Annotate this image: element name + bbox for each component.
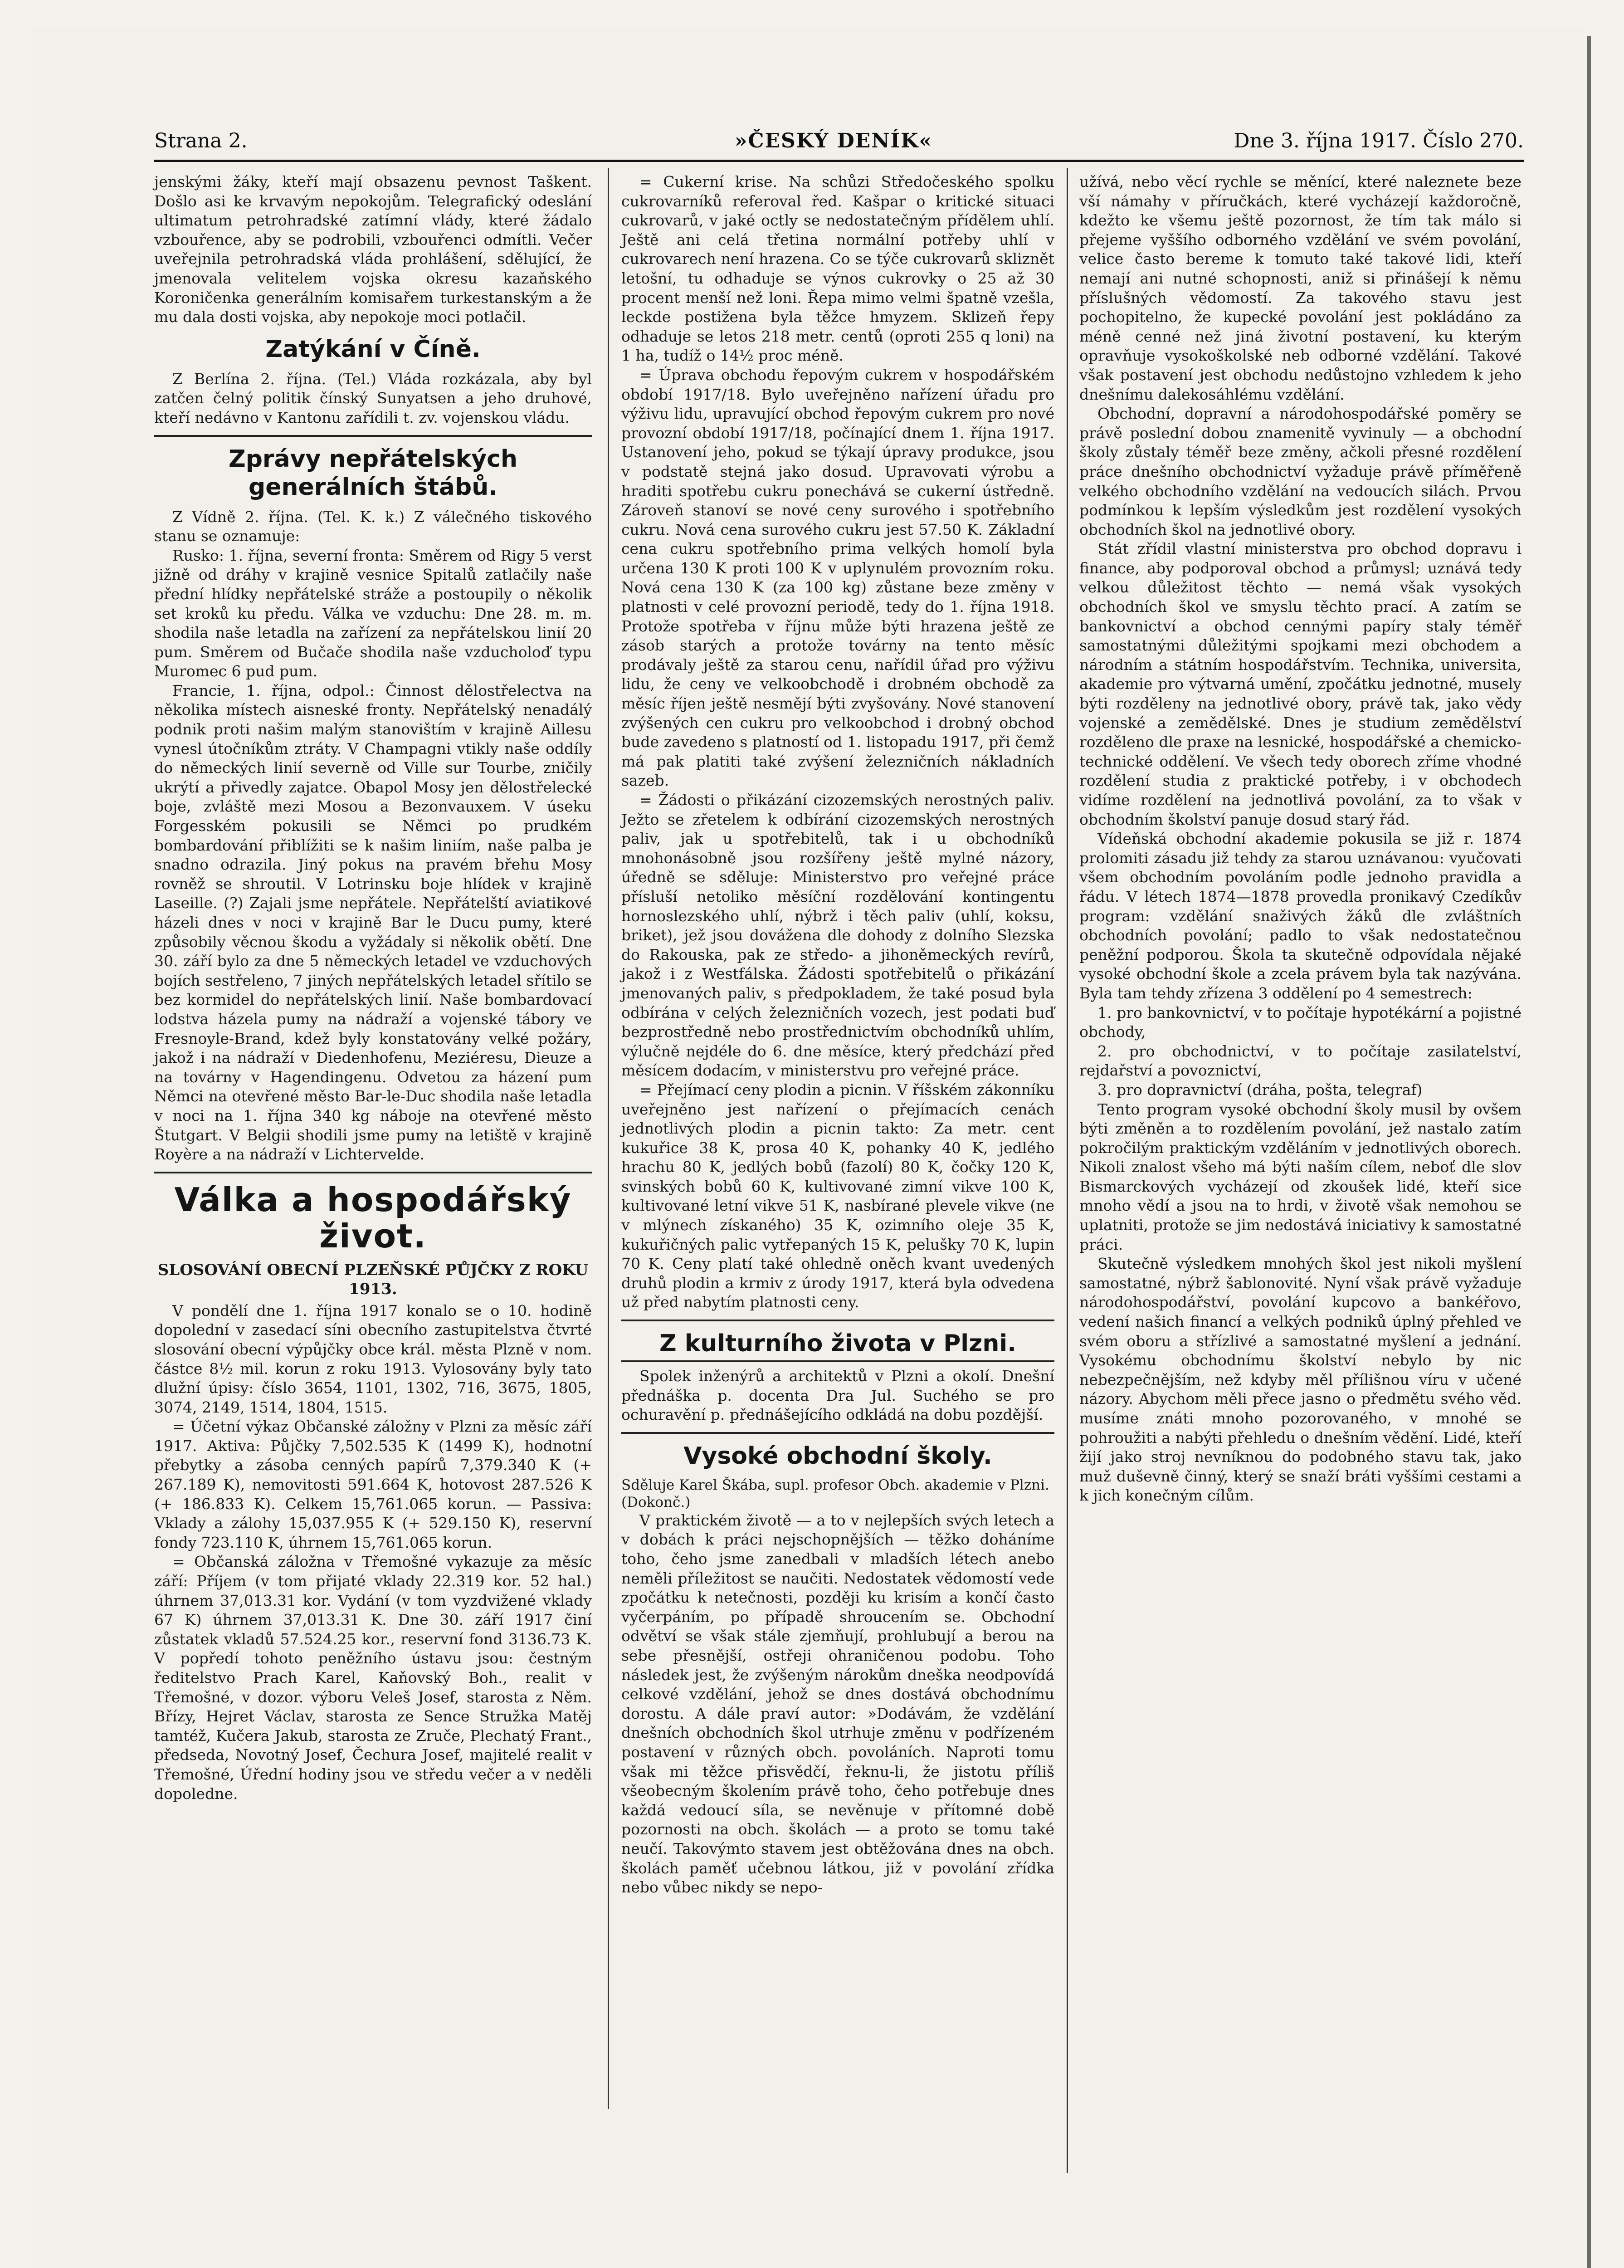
article-paragraph: užívá, nebo věcí rychle se měnící, které naleznete beze vší námahy v příručkách, které vycházejí každoročně, kdežto ke všemu ještě pozornost, že tím tak málo si přejeme vyššího odborného vzdělání ve svém povolání, velice často bereme k tomuto také takové lidi, kteří nemají ani nutné schopnosti, aniž si přinášejí k němu příslušných vědomostí. Za takového stavu jest pochopitelno, že kupecké povolání jest pokládáno za méně cenné než jiná životní postavení, ku kterým opravňuje vysokoškolské neb odborné vzdělání. Takové však postavení jest obchodu nedůstojno vzhledem k jeho dnešnímu dalekosáhlému vzdělání.	[1079, 173, 1522, 403]
article-paragraph: jenskými žáky, kteří mají obsazenu pevnost Taškent. Došlo asi ke krvavým nepokojům. Telegrafický odeslání ultimatum petrohradské zatímní vlády, které žádalo vzbouřence, aby se podrobili, vzbouřenci odmítli. Večer uveřejnila petrohradská vláda prohlášení, sdělující, že jmenovala velitelem vojska okresu kazaňského Koroničenka generálním komisařem turkestanským a že mu dala dosti vojska, aby nepokoje moci potlačil.	[154, 173, 592, 326]
column-3	[1079, 172, 1522, 1505]
article-paragraph: Vídeňská obchodní akademie pokusila se již r. 1874 prolomiti zásadu již tehdy za starou uznávanou: vyučovati všem obchodním povoláním podle jednoho pravidla a řádu. V létech 1874—1878 provedla pronikavý Czedíkův program: vzdělání snaživých žáků dle zvláštních obchodních povolání; padlo to však nedostatečnou peněžní podporou. Škola ta skutečně odpovídala nějaké vysoké obchodní škole a zcela právem byla tak nazývána. Byla tam tehdy zřízena 3 oddělení po 4 semestrech:	[1079, 830, 1522, 1002]
article-paragraph: = Úprava obchodu řepovým cukrem v hospodářském období 1917/18. Bylo uveřejněno nařízení úřadu pro výživu lidu, upravující obchod řepovým cukrem pro nové provozní období 1917/18, počínající dnem 1. října 1917. Ustanovení jeho, pokud se týkají úpravy produkce, jsou v podstatě stejná jako dosud. Upravovati výrobu a hraditi spotřebu cukru ponechává se cukerní ústředně. Zároveň stanoví se nové ceny surového i spotřebního cukru. Nová cena surového cukru jest 57.50 K. Základní cena cukru spotřebního prima velkých homolí byla určena 130 K proti 100 K v uplynulém provozním roku. Nová cena 130 K (za 100 kg) zůstane beze změny v platnosti v celé provozní periodě, tedy do 1. října 1918. Protože spotřeba v říjnu může býti hrazena ještě ze zásob starých a protože továrny na tento měsíc prodávaly ještě za starou cenu, nařídil úřad pro výživu lidu, že ceny ve velkoobchodě i drobném obchodě za měsíc říjen ještě nesmějí býti zvyšovány. Nové stanovení zvýšených cen cukru pro velkoobchod i drobný obchod bude zavedeno s platností od 1. listopadu 1917, při čemž má pak platiti také zvýšení železničních nákladních sazeb.	[621, 366, 1054, 790]
date-issue: Dne 3. října 1917. Číslo 270.	[1234, 129, 1524, 152]
page-number: Strana 2.	[154, 129, 248, 152]
article-paragraph: Skutečně výsledkem mnohých škol jest nikoli myšlení samostatné, nýbrž šablonovité. Nyní však právě vyžaduje národohospodářství, povolání kupcovo a bankéřovo, vedení našich financí a velkých podniků úplný přehled ve svém oboru a střízlivé a samostatné myšlení a jednání. Vysokému obchodnímu školství nebylo by nic nebezpečnějším, než kdyby měl přílišnou víru v učené názory. Abychom měli přece jasno o předmětu svého věd. musíme znáti mnoho pozorovaného, v mnohé se pohroužiti a nabýti přehledu o dnešním vědění. Lidé, kteří žijí jako stroj nevníknou do podobného stavu tak, jako muž duševně činný, který se snaží bráti vyššími cestami a k jich konečným cílům.	[1079, 1255, 1522, 1505]
newspaper-page	[32, 27, 1583, 2268]
scan-right-edge	[1587, 36, 1591, 2268]
article-paragraph: Tento program vysoké obchodní školy musil by ovšem býti změněn a to rozdělením povolání, jež nastalo zatím pokročilým praktickým vzděláním v jednotlivých oborech. Nikoli znalost všeho má býti naším cílem, neboť dle slov Bismarckových vycházejí od zkoušek lidé, kteří sice mnoho vědí a jsou na to hrdi, v životě však nemohou se uplatniti, protože se jim nedostává iniciativy k samostatné práci.	[1079, 1100, 1522, 1253]
article-paragraph: Spolek inženýrů a architektů v Plzni a okolí. Dnešní přednáška p. docenta Dra Jul. Suchého se pro ochuravění p. přednášejícího odkládá na dobu pozdější.	[621, 1367, 1054, 1424]
list-item: 3. pro dopravnictví (dráha, pošta, telegraf)	[1097, 1080, 1423, 1099]
article-paragraph: V pondělí dne 1. října 1917 konalo se o 10. hodině dopolední v zasedací síni obecního zastupitelstva čtvrté slosování obecní výpůjčky obce král. města Plzně v nom. částce 8½ mil. korun z roku 1913. Vylosovány byly tato dlužní úpisy: číslo 3654, 1101, 1302, 716, 3675, 1805, 3074, 2149, 1514, 1804, 1515.	[154, 1301, 592, 1416]
article-paragraph: = Cukerní krise. Na schůzi Středočeského spolku cukrovarníků referoval řed. Kašpar o kritické situaci cukrovarů, v jaké octly se nedostatečným přídělem uhlí. Ještě ani celá třetina normální potřeby uhlí v cukrovarech není hrazena. Co se týče cukrovarů skliznět letošní, tu odhaduje se výnos cukrovky o 25 až 30 procent menší než loni. Řepa mimo velmi špatně vzešla, leckde postižena byla těžce hmyzem. Sklizeň řepy odhaduje se letos 218 metr. centů (oproti 255 q loni) na 1 ha, tudíž o 14½ proc méně.	[621, 173, 1054, 365]
masthead-title: »ČESKÝ DENÍK«	[735, 129, 932, 152]
subheadline-slosovani: SLOSOVÁNÍ OBECNÍ PLZEŇSKÉ PŮJČKY Z ROKU 1913.	[157, 1261, 589, 1298]
article-paragraph: = Přejímací ceny plodin a picnin. V říšském zákonníku uveřejněno jest nařízení o přejímacích cenách jednotlivých plodin a picnin takto: Za metr. cent kukuřice 38 K, prosa 40 K, pohanky 40 K, jedlého hrachu 80 K, jedlých bobů (fazolí) 80 K, čočky 120 K, svinských bobů 60 K, kultivované zimní vikve 100 K, kultivované letní vikve 51 K, nasbírané plevele vikve (ne v mlýnech získaného) 35 K, ozimního oleje 35 K, kukuřičných palic vytřepaných 15 K, pelušky 70 K, lupin 70 K. Ceny platí také ohledně oněch kvant uvedených druhů plodin a krmiv z úrody 1917, která byla odvedena už před nabytím platnosti ceny.	[621, 1080, 1054, 1311]
headline-vysoke: Vysoké obchodní školy.	[683, 1442, 992, 1470]
headline-zpravy: Zprávy nepřátelských generálních štábů.	[228, 445, 518, 501]
article-paragraph: Rusko: 1. října, severní fronta: Směrem od Rigy 5 verst jižně od dráhy v krajině vesnice Spitalů zatlačily naše přední hlídky nepřátelské stráže a postoupily o několik set kroků ku předu. Válka ve vzduchu: Dne 28. m. m. shodila naše letadla na zařízení za nepřátelskou linií 20 pum. Směrem od Bučače shodila naše vzducholoď typu Muromec 6 pud pum.	[154, 546, 592, 680]
column-divider-2	[1067, 168, 1068, 2173]
byline: Sděluje Karel Škába, supl. profesor Obch. akademie v Plzni. (Dokonč.)	[621, 1476, 1049, 1510]
section-rule	[621, 1432, 1054, 1434]
column-2	[621, 172, 1054, 1897]
article-paragraph: Stát zřídil vlastní ministerstva pro obchod dopravu i finance, aby podporoval obchod a průmysl; uznává tedy velkou důležitost těchto — nemá však vysokých obchodních škol ve smyslu těchto prací. A zatím se bankovnictví a obchod cennými papíry staly téměř samostatnými důležitými spojkami mezi obchodem a národním a státním hospodářstvím. Technika, universita, akademie pro výtvarná umění, zpočátku jednotné, musely býti rozděleny na jednotlivé obory, právě tak, jako vědy vojenské a zemědělské. Dnes je studium zemědělství rozděleno dle praxe na lesnické, hospodářské a chemicko-technické oddělení. Ve všech tedy oborech zříme vhodné rozdělení studia z praktické potřeby, i v obchodech vidíme rozdělení na jednotlivá povolání, za to však v obchodním školství panuje dosud starý řád.	[1079, 540, 1522, 828]
column-1	[154, 172, 592, 1804]
headline-zatykani: Zatýkání v Číně.	[265, 335, 481, 363]
article-paragraph: = Občanská záložna v Třemošné vykazuje za měsíc září: Příjem (v tom přijaté vklady 22.319 kor. 52 hal.) úhrnem 37,013.31 kor. Vydání (v tom vyzdvižené vklady 67 K) úhrnem 37,013.31 K. Dne 30. září 1917 činí zůstatek vkladů 57.524.25 kor., reservní fond 3136.73 K. V popředí tohoto peněžního ústavu jsou: čestným ředitelstvo Prach Karel, Kaňovský Boh., realit v Třemošné, v dozor. výboru Veleš Josef, starosta z Něm. Břízy, Hejret Václav, starosta ze Sence Stružka Matěj tamtéž, Kučera Jakub, starosta ze Zruče, Plechatý Frant., předseda, Novotný Josef, Čechura Josef, majitelé realit v Třemošné, Úřední hodiny jsou ve středu večer a v neděli dopoledne.	[154, 1553, 592, 1803]
column-divider-1	[608, 168, 609, 2109]
section-rule	[621, 1320, 1054, 1321]
page-sheet	[154, 104, 1524, 2182]
page-header	[154, 104, 1524, 159]
article-paragraph: Obchodní, dopravní a národohospodářské poměry se právě poslední dobou znamenitě vyvinuly — a obchodní školy zůstaly téměř beze změny, ačkoli přesné rozdělení práce dnešního obchodnictví vyžaduje právě příměřeně velkého obchodního vzdělání na vedoucích silách. Prvou podmínkou k lepším výsledkům jest rozdělení vysokých obchodních škol na jednotlivé obory.	[1079, 405, 1522, 538]
article-paragraph: V praktickém životě — a to v nejlepších svých letech a v dobách k práci nejschopnějších — těžko doháníme toho, čeho jsme zanedbali v mladších létech anebo neměli příležitost se naučiti. Nedostatek vědomostí vede zpočátku k netečnosti, později ku krisím a končí často vyčerpáním, po případě shroucením se. Obchodní odvětví se však stále zjemňují, prohlubují a berou na sebe přesnější, ostřeji ohraničenou podobu. Toho následek jest, že zvýšeným nárokům dneška neodpovídá celkové vzdělání, jehož se dnes dostává obchodnímu dorostu. A dále praví autor: »Dodávám, že vzdělání dnešních obchodních škol utrhuje změnu v podřízeném postavení v různých obch. povoláních. Naproti tomu však mi těžce přisvědčí, řeknu-li, že jistotu příliš všeobecným školením právě toho, čeho potřebuje dnes každá vedoucí síla, se nevěnuje v přítomné době pozornosti na obch. školách — a proto se tomu také neučí. Takovýmto stavem jest obtěžována dnes na obch. školách paměť učebnou látkou, již v povolání zřídka nebo vůbec nikdy se nepo-	[621, 1511, 1054, 1897]
article-paragraph: = Žádosti o přikázání cizozemských nerostných paliv. Ježto se zřetelem k odbírání cizozemských nerostných paliv, jak u spotřebitelů, tak i u obchodníků mnohonásobně jsou rozšířeny ještě mylné názory, úředně se sděluje: Ministerstvo pro veřejné práce přísluší netoliko měsíční rozdělování kontingentu hornoslezského uhlí, nýbrž i těch paliv (uhlí, koksu, briket), jež jsou dovážena dle dohody z dolního Slezska do Rakouska, pak ze středo- a jihoněmeckých revírů, jakož i z Westfálska. Žádosti spotřebitelů o přikázání jmenovaných paliv, s předpokladem, že také posud byla odbírána v celých železničních vozech, jest podati buď bezprostředně nebo prostřednictvím obchodníků uhlím, výlučně nejdéle do 6. dne měsíce, který předchází před měsícem dodacím, v ministerstvu pro veřejné práce.	[621, 791, 1054, 1080]
list-item: 2. pro obchodnictví, v to počítaje zasilatelství, rejdařství a povoznictví,	[1079, 1042, 1522, 1080]
article-paragraph: Z Berlína 2. října. (Tel.) Vláda rozkázala, aby byl zatčen čelný politik čínský Sunyatsen a jeho druhové, kteří nedávno v Kantonu zařídili t. zv. vojenskou vládu.	[154, 370, 592, 426]
header-rule	[154, 160, 1524, 162]
article-paragraph: Z Vídně 2. října. (Tel. K. k.) Z válečného tiskového stanu se oznamuje:	[154, 508, 592, 545]
article-paragraph: Francie, 1. října, odpol.: Činnost dělostřelectva na několika místech aisneské fronty. Nepřátelský nenadálý podnik proti našim malým stanovištím v krajině Aillesu vynesl útočníkům ztráty. V Champagni vtikly naše oddíly do německých linií severně od Ville sur Tourbe, zničily ukrýtí a přivedly zajatce. Obapol Mosy jen dělostřelecké boje, zvláště mezi Mosou a Bezonvauxem. V úseku Forgesském pokusili se Němci po prudkém bombardování přiblížiti se k našim liniím, naše palba je snadno odrazila. Jiný pokus na pravém břehu Mosy rovněž se shroutil. V Lotrinsku boje hlídek v krajině Laseille. (?) Zajali jsme nepřátele. Nepřátelští aviatikové házeli dnes v noci v krajině Bar le Ducu pumy, které způsobily věcnou škodu a vyžádaly si několik obětí. Dne 30. září bylo za dne 5 německých letadel ve vzduchových bojích sestřeleno, 7 jiných nepřátelských letadel sřítilo se bez kormidel do nepřátelských linií. Naše bombardovací lodstva házela pumy na nádraží a vojenské tábory ve Fresnoyle-Brand, kdež byly konstatovány velké požáry, jakož i na nádraží v Diedenhofenu, Meziéresu, Dieuze a na továrny v Hagendingenu. Odvetou za házení pum Němci na otevřené město Bar-le-Duc shodila naše letadla v noci na 1. října 340 kg náboje na otevřené město Štutgart. V Belgii shodili jsme pumy na letiště v krajině Royère a na nádraží v Lichtervelde.	[154, 681, 592, 1163]
section-rule	[154, 435, 592, 437]
headline-kultura: Z kulturního života v Plzni.	[621, 1330, 1054, 1362]
headline-valka: Válka a hospodářský život.	[174, 1180, 572, 1255]
list-item: 1. pro bankovnictví, v to počítaje hypotékární a pojistné obchody,	[1079, 1003, 1522, 1041]
article-paragraph: = Účetní výkaz Občanské záložny v Plzni za měsíc září 1917. Aktiva: Půjčky 7,502.535 K (1499 K), hodnotní přebytky a zásoba cenných papírů 7,379.340 K (+ 267.189 K), nemovitosti 591.664 K, hotovost 287.526 K (+ 186.833 K). Celkem 15,761.065 korun. — Passiva: Vklady a zálohy 15,037.955 K (+ 529.150 K), reservní fondy 723.110 K, úhrnem 15,761.065 korun.	[154, 1418, 592, 1551]
section-rule	[154, 1172, 592, 1173]
